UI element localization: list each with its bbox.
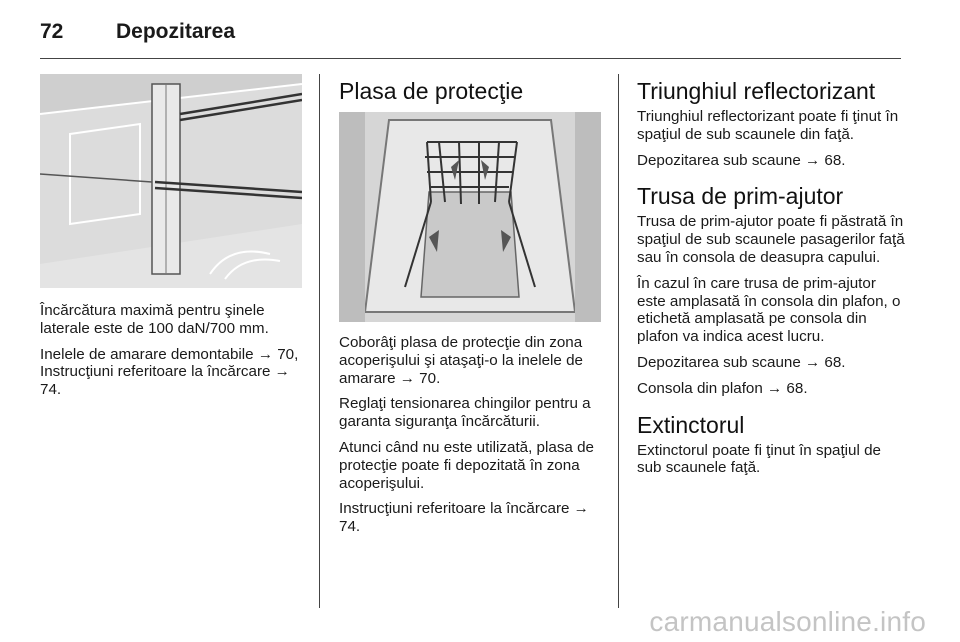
loading-instructions-paragraph: Instrucţiuni referitoare la încărcare → 74. bbox=[339, 500, 589, 536]
lower-net-paragraph: Coborâţi plasa de protecţie din zona acoperişului şi ataşaţi-o la inelele de amarare → 70. bbox=[339, 334, 583, 387]
safety-net-illustration bbox=[339, 112, 601, 322]
column-2-text bbox=[339, 334, 605, 544]
rail-load-paragraph: Încărcătura maximă pentru şinele laterale este de 100 daN/700 mm. bbox=[40, 302, 269, 337]
column-divider-2 bbox=[618, 74, 619, 608]
watermark: carmanualsonline.info bbox=[649, 606, 926, 637]
safety-net-heading: Plasa de protecţie bbox=[339, 78, 524, 104]
warning-triangle-ref: Depozitarea sub scaune → 68. bbox=[637, 151, 846, 169]
warning-triangle-paragraph: Triunghiul reflectorizant poate fi ţinut în spaţiul de sub scaunele din faţă. bbox=[637, 108, 899, 143]
first-aid-ref-seats: Depozitarea sub scaune → 68. bbox=[637, 353, 846, 371]
fire-extinguisher-heading: Extinctorul bbox=[637, 411, 745, 438]
first-aid-label-paragraph: În cazul în care trusa de prim-ajutor este amplasată în consola din plafon, o etichetă amplasată pe consola din plafon va indica acest lucru. bbox=[637, 274, 901, 346]
column-divider-1 bbox=[319, 74, 320, 608]
column-3-text bbox=[637, 78, 905, 485]
first-aid-kit-paragraph: Trusa de prim-ajutor poate fi păstrată în spaţiul de sub scaunele pasagerilor faţă sau în consola de deasupra capului. bbox=[637, 213, 905, 266]
first-aid-kit-heading: Trusa de prim-ajutor bbox=[637, 183, 844, 210]
warning-triangle-heading: Triunghiul reflectorizant bbox=[637, 78, 876, 104]
column-2-heading-block bbox=[339, 78, 603, 108]
header-rule bbox=[40, 58, 901, 59]
column-1-text bbox=[40, 302, 302, 407]
first-aid-ref-console: Consola din plafon → 68. bbox=[637, 379, 808, 397]
adjust-straps-paragraph: Reglaţi tensionarea chingilor pentru a garanta siguranţa încărcăturii. bbox=[339, 395, 591, 431]
fire-extinguisher-paragraph: Extinctorul poate fi ţinut în spaţiul de sub scaunele faţă. bbox=[637, 441, 881, 477]
section-title: Depozitarea bbox=[116, 20, 236, 43]
store-net-paragraph: Atunci când nu este utilizată, plasa de protecţie poate fi depozitată în zona acoperişului. bbox=[339, 438, 594, 492]
page-number: 72 bbox=[40, 20, 64, 43]
side-rails-illustration bbox=[40, 74, 302, 288]
tie-down-rings-paragraph: Inelele de amarare demontabile → 70, Instrucţiuni referitoare la încărcare → 74. bbox=[40, 345, 299, 399]
